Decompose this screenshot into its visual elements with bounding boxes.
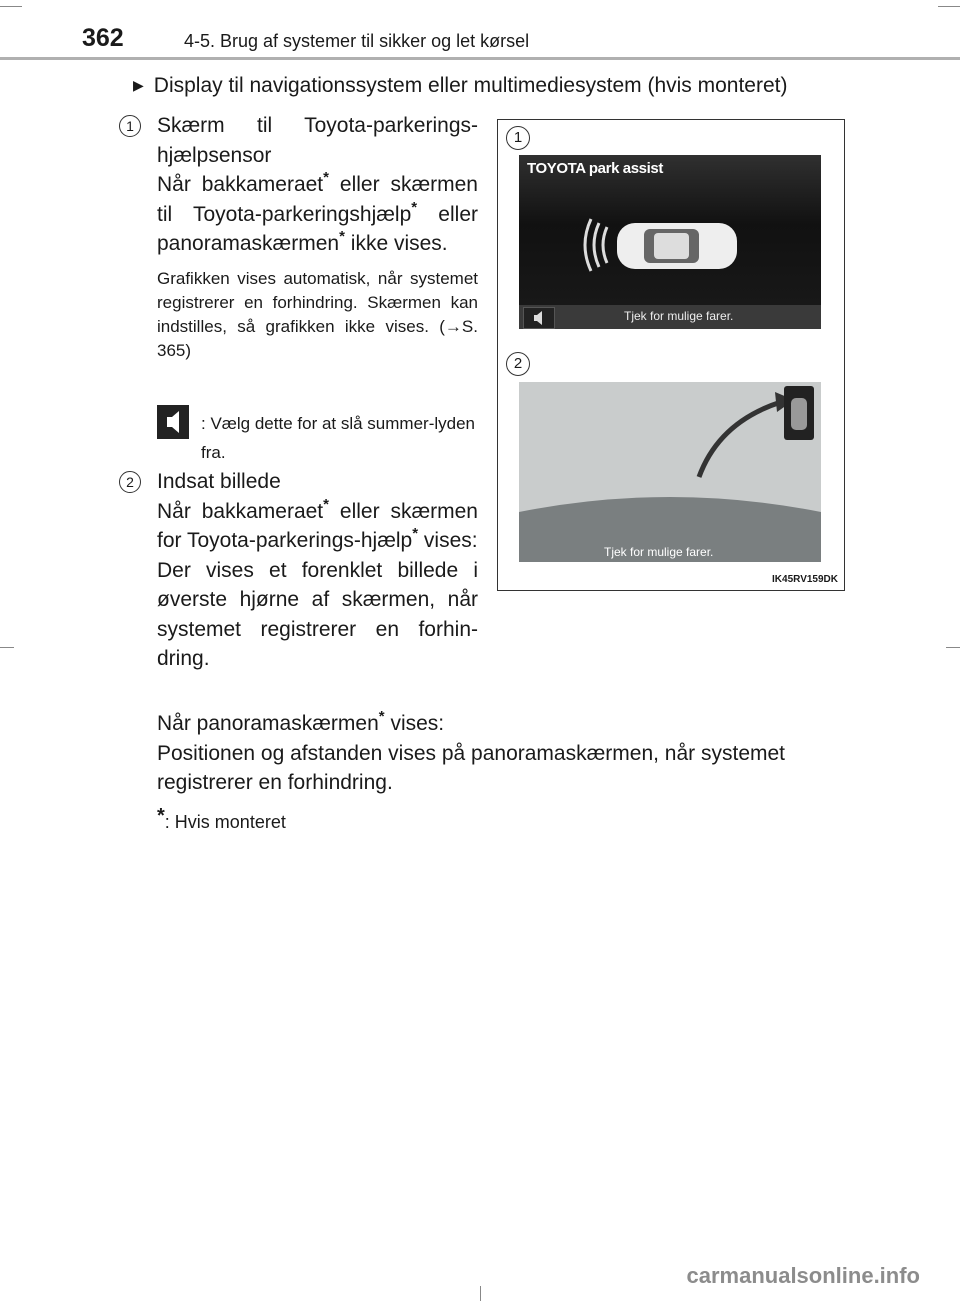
crop-mark — [0, 6, 22, 7]
crop-mark — [938, 6, 960, 7]
screen-bottom-bar — [519, 305, 821, 329]
page-header — [0, 18, 960, 58]
figure-frame — [497, 119, 845, 591]
text-run: eller panoramaskærmen — [157, 202, 478, 255]
sound-off-text: : Vælg dette for at slå summer-lyden fra. — [201, 414, 476, 462]
panorama-screen — [519, 382, 821, 562]
asterisk-mark: * — [323, 169, 329, 186]
footnote — [157, 804, 857, 838]
text-run: vises: — [418, 529, 478, 552]
item-2-panorama — [157, 709, 857, 837]
text-run: eller skærmen for Toyota-parkerings-hjælp — [157, 499, 478, 552]
text-run: Når bakkameraet — [157, 499, 324, 523]
text-run: eller skærmen til Toyota-parkeringshjælp — [157, 173, 478, 226]
asterisk-mark: * — [412, 525, 419, 542]
item-1 — [157, 111, 478, 363]
figure-badge-1: 1 — [506, 126, 530, 150]
bullet-text: Display til navigationssystem eller multimediesystem (hvis monteret) — [153, 74, 788, 97]
warning-message: Tjek for mulige farer. — [604, 545, 714, 559]
text-run: Når panoramaskærmen — [157, 712, 379, 735]
warning-message: Tjek for mulige farer. — [624, 309, 734, 323]
figure-badge-2: 2 — [506, 352, 530, 376]
text-run: vises: — [384, 712, 445, 735]
asterisk-mark: * — [411, 198, 418, 216]
panorama-condition — [157, 709, 857, 739]
item-2-description: Der vises et forenklet billede i øverste hjørne af skærmen, når systemet registrerer en forhin-dring. — [157, 558, 478, 670]
panorama-description: Positionen og afstanden vises på panoramaskærmen, når systemet registrerer en forhindring. — [157, 741, 786, 794]
crop-mark — [0, 647, 14, 648]
asterisk-mark: * — [157, 804, 165, 827]
asterisk-mark: * — [323, 495, 329, 513]
item-number-2: 2 — [119, 471, 141, 493]
text-run: Når bakkameraet — [157, 173, 324, 196]
triangle-icon: ▶ — [133, 77, 144, 93]
car-top-view-icon — [519, 155, 821, 305]
item-1-condition — [157, 170, 478, 259]
asterisk-mark: * — [378, 708, 385, 725]
watermark: carmanualsonline.info — [686, 1263, 920, 1288]
arrow-icon — [519, 382, 821, 562]
section-title: 4-5. Brug af systemer til sikker og let kørsel — [184, 31, 530, 51]
item-2 — [157, 467, 478, 674]
page-number: 362 — [82, 24, 124, 52]
item-1-heading: Skærm til Toyota-parkerings-hjælpsensor — [157, 114, 478, 167]
speaker-icon — [157, 405, 189, 439]
bullet-heading — [133, 74, 787, 98]
text-run: ikke vises. — [344, 232, 448, 255]
asterisk-mark: * — [339, 228, 345, 245]
screen-title: TOYOTA park assist — [527, 160, 663, 177]
item-2-heading: Indsat billede — [157, 470, 281, 493]
item-1-note: Grafikken vises automatisk, når systemet registrerer en forhindring. Skærmen kan indstilles, så grafikken ikke vises. (→S. 365) — [157, 268, 478, 360]
figure-code: IK45RV159DK — [772, 574, 838, 585]
crop-mark — [946, 647, 960, 648]
speaker-icon[interactable] — [523, 307, 555, 329]
footnote-text: : Hvis monteret — [164, 811, 286, 832]
crop-mark — [480, 1286, 481, 1301]
header-rule — [0, 57, 960, 60]
item-2-condition — [157, 497, 478, 556]
park-assist-screen — [519, 155, 821, 329]
item-number-1: 1 — [119, 115, 141, 137]
